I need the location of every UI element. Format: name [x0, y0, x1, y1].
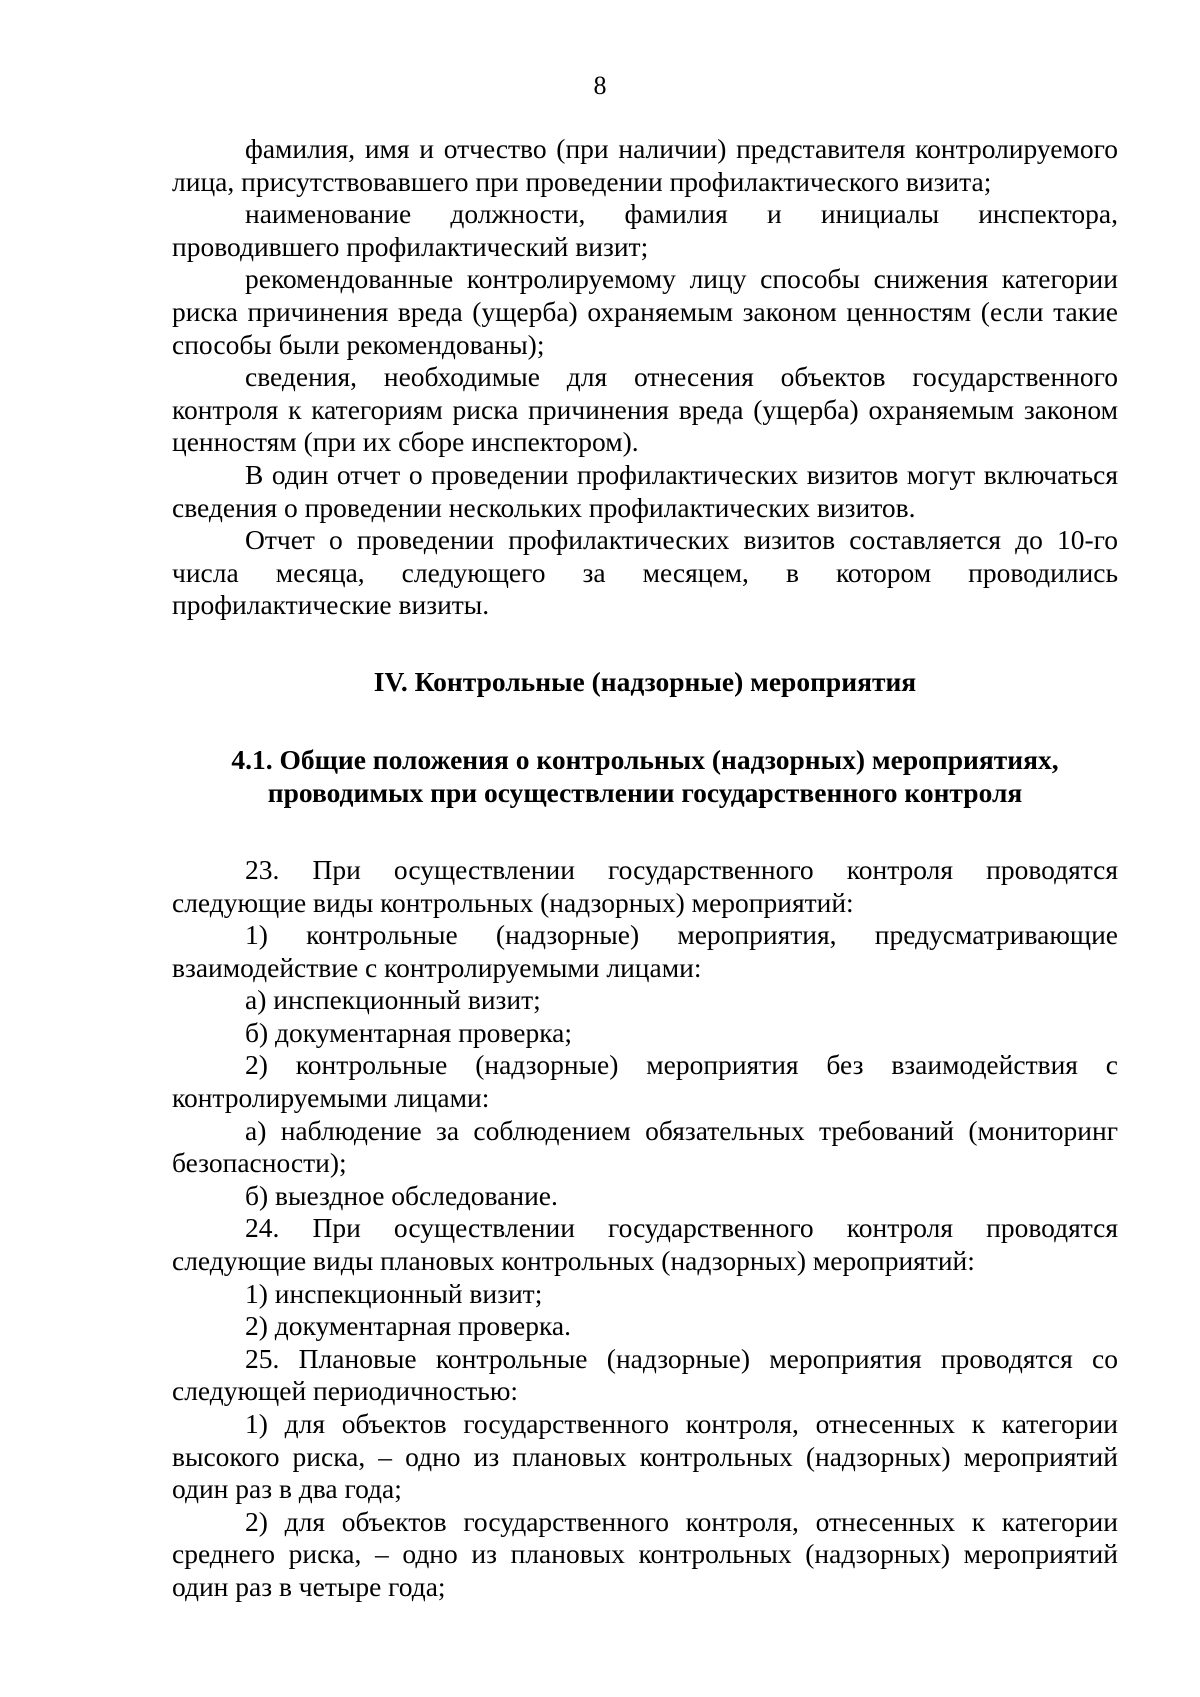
paragraph: фамилия, имя и отчество (при наличии) представителя контролируемого лица, присутствовавшего при проведении профилактического визита; — [172, 133, 1118, 197]
list-item: 2) для объектов государственного контроля, отнесенных к категории среднего риска, – одно из плановых контрольных (надзорных) мероприятий один раз в четыре года; — [172, 1505, 1118, 1602]
paragraph: рекомендованные контролируемому лицу способы снижения категории риска причинения вреда (ущерба) охраняемым законом ценностям (если такие способы были рекомендованы); — [172, 263, 1118, 360]
section-body — [172, 854, 1118, 1604]
section-heading-line: 4.1. Общие положения о контрольных (надзорных) мероприятиях, — [231, 743, 1059, 775]
list-item: а) наблюдение за соблюдением обязательных требований (мониторинг безопасности); — [172, 1114, 1118, 1179]
paragraph: 24. При осуществлении государственного контроля проводятся следующие виды плановых контрольных (надзорных) мероприятий: — [172, 1212, 1118, 1277]
list-item: 1) для объектов государственного контроля, отнесенных к категории высокого риска, – одно из плановых контрольных (надзорных) мероприятий один раз в два года; — [172, 1408, 1118, 1505]
list-item: б) документарная проверка; — [245, 1016, 572, 1048]
list-item: а) инспекционный визит; — [245, 984, 541, 1016]
paragraph: 23. При осуществлении государственного контроля проводятся следующие виды контрольных (надзорных) мероприятий: — [172, 853, 1118, 918]
page-number: 8 — [593, 71, 607, 100]
paragraph: 1) контрольные (надзорные) мероприятия, предусматривающие взаимодействие с контролируемыми лицами: — [172, 919, 1118, 983]
paragraph: Отчет о проведении профилактических визитов составляется до 10-го числа месяца, следующего за месяцем, в котором проводились профилактические визиты. — [172, 524, 1118, 621]
paragraph: 25. Плановые контрольные (надзорные) мероприятия проводятся со следующей периодичностью: — [172, 1342, 1118, 1407]
paragraph: сведения, необходимые для отнесения объектов государственного контроля к категориям риска причинения вреда (ущерба) охраняемым законом ценностям (при их сборе инспектором). — [172, 361, 1118, 458]
section-heading — [172, 743, 1118, 809]
chapter-heading: IV. Контрольные (надзорные) мероприятия — [373, 665, 917, 697]
paragraph: 2) контрольные (надзорные) мероприятия без взаимодействия с контролируемыми лицами: — [172, 1049, 1118, 1114]
section-heading-line: проводимых при осуществлении государственного контроля — [267, 776, 1023, 808]
paragraph: наименование должности, фамилия и инициалы инспектора, проводившего профилактический визит; — [172, 198, 1118, 262]
paragraph: В один отчет о проведении профилактических визитов могут включаться сведения о проведении нескольких профилактических визитов. — [172, 458, 1118, 523]
document-body — [172, 133, 1118, 1604]
list-item: б) выездное обследование. — [245, 1179, 558, 1211]
list-item: 2) документарная проверка. — [245, 1310, 571, 1342]
list-item: 1) инспекционный визит; — [245, 1277, 543, 1309]
